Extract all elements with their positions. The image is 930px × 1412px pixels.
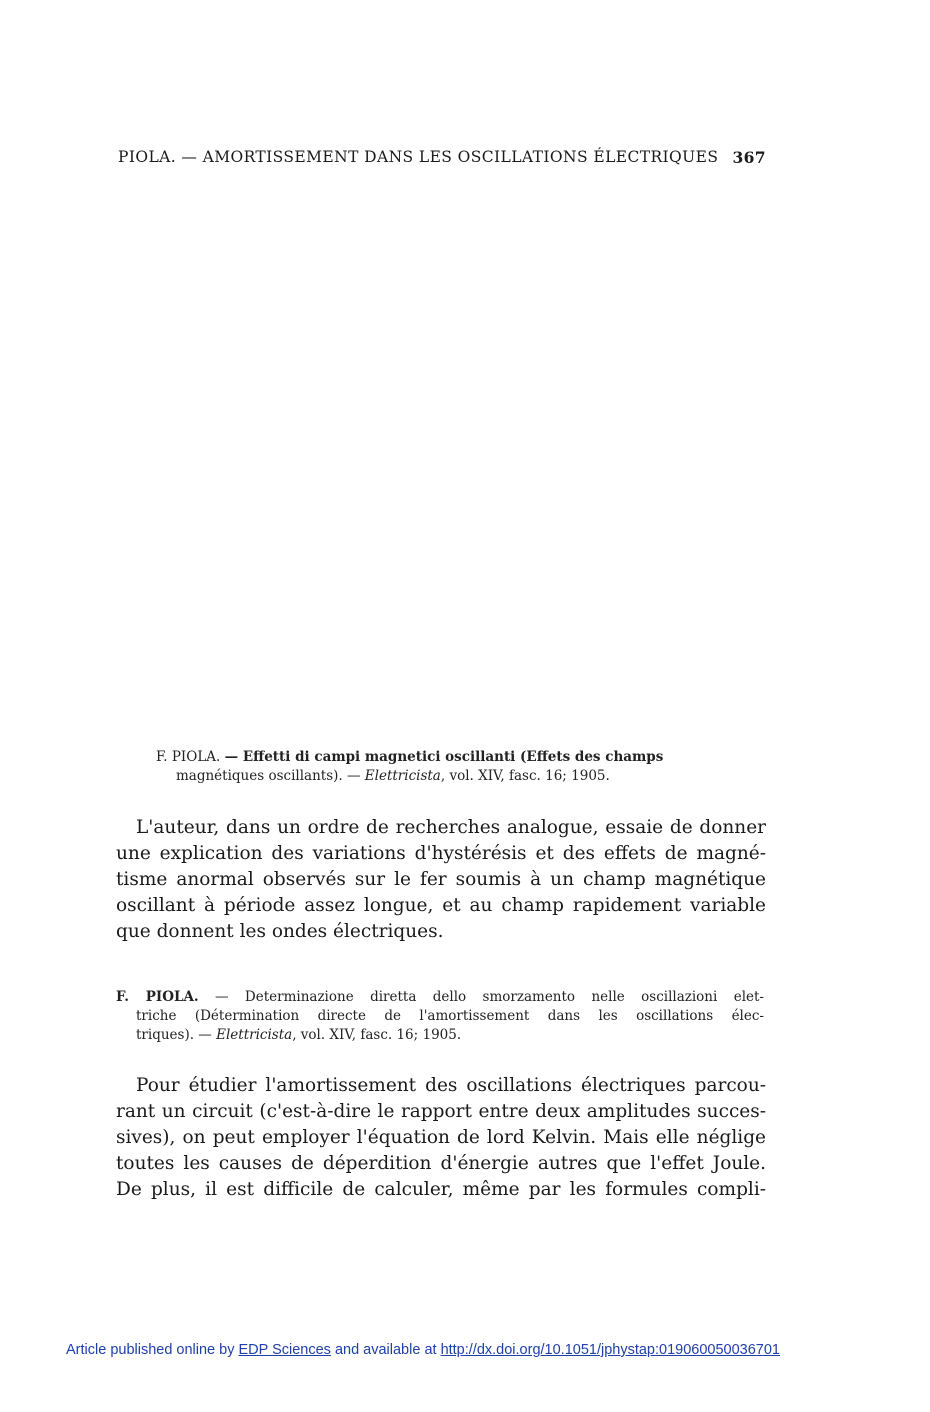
text-line: Pour étudier l'amortissement des oscillations électriques parcou- [136, 1075, 766, 1096]
reference-journal: Elettricista [216, 1027, 293, 1043]
footer-prefix: Article published online by [66, 1342, 235, 1358]
text-line: tisme anormal observés sur le fer soumis à un champ magnétique [116, 869, 766, 890]
reference-title-cont: triques). — [136, 1027, 212, 1043]
reference-line [156, 748, 736, 767]
publication-footer [66, 1342, 866, 1358]
text-line: rant un circuit (c'est-à-dire le rapport entre deux amplitudes succes- [116, 1101, 766, 1122]
footer-middle: and available at [334, 1342, 437, 1358]
publisher-link[interactable]: EDP Sciences [238, 1342, 331, 1358]
reference-volume: , vol. XIV, fasc. 16; 1905. [292, 1027, 462, 1043]
text-line: sives), on peut employer l'équation de lord Kelvin. Mais elle néglige [116, 1127, 766, 1148]
text-line: une explication des variations d'hystérésis et des effets de magné- [116, 843, 766, 864]
text-line: toutes les causes de déperdition d'énergie autres que l'effet Joule. [116, 1153, 766, 1174]
reference-line [116, 1026, 764, 1045]
reference-title: — Determinazione diretta dello smorzamento nelle oscillazioni elet- [215, 989, 764, 1005]
reference-line [116, 988, 764, 1007]
reference-author: F. PIOLA. [156, 749, 221, 765]
summary-paragraph-1 [116, 815, 766, 945]
reference-block-2 [116, 988, 764, 1045]
reference-title-cont: magnétiques oscillants). — [176, 768, 361, 784]
text-line: oscillant à période assez longue, et au champ rapidement variable [116, 895, 766, 916]
reference-volume: , vol. XIV, fasc. 16; 1905. [440, 768, 610, 784]
doi-link[interactable]: http://dx.doi.org/10.1051/jphystap:019060050036701 [440, 1342, 780, 1358]
reference-line [156, 767, 736, 786]
page-number: 367 [732, 148, 766, 167]
running-title: PIOLA. — AMORTISSEMENT DANS LES OSCILLATIONS ÉLECTRIQUES [118, 148, 719, 166]
reference-title: — Effetti di campi magnetici oscillanti (Effets des champs [224, 749, 664, 765]
text-line: que donnent les ondes électriques. [116, 921, 444, 942]
reference-block-1 [156, 748, 736, 786]
running-header [118, 148, 766, 167]
reference-journal: Elettricista [364, 768, 441, 784]
text-line: De plus, il est difficile de calculer, même par les formules compli- [116, 1179, 766, 1200]
text-line: L'auteur, dans un ordre de recherches analogue, essaie de donner [136, 817, 766, 838]
summary-paragraph-2 [116, 1073, 766, 1203]
reference-author: F. PIOLA. [116, 989, 199, 1005]
reference-line: triche (Détermination directe de l'amortissement dans les oscillations élec- [136, 1008, 764, 1024]
